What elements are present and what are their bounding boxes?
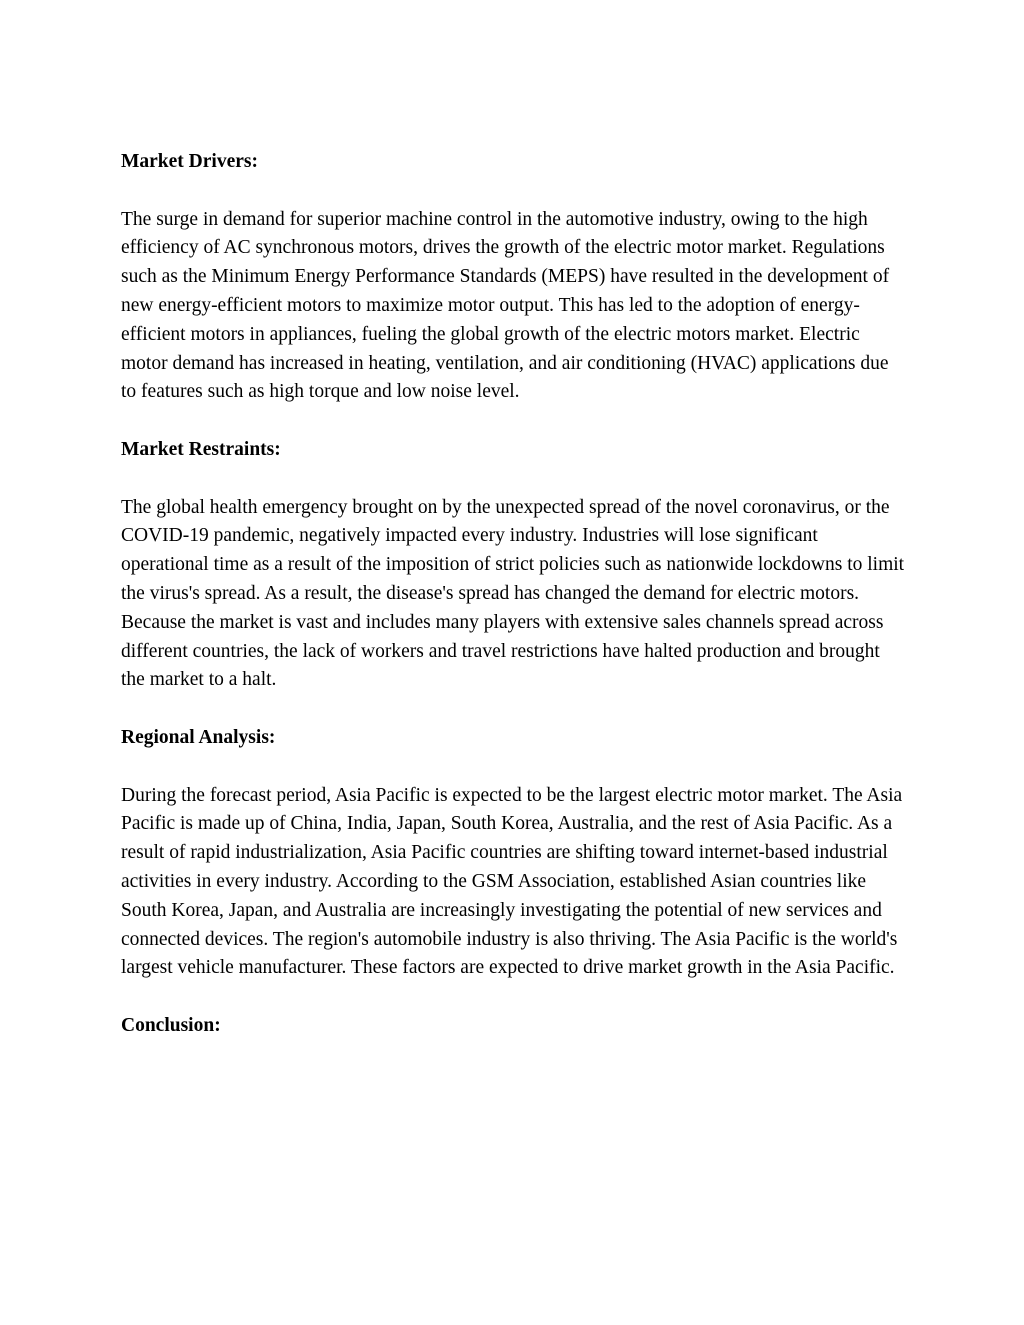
paragraph-spacer — [121, 695, 906, 724]
paragraph-regional-analysis: During the forecast period, Asia Pacific is expected to be the largest electric motor market. The Asia Pacific is made up of China, India, Japan, South Korea, Australia, and the rest of Asia Pacific. As a result of rapid industrialization, Asia Pacific countries are shifting toward internet-based industrial activities in every industry. According to the GSM Association, established Asian countries like South Korea, Japan, and Australia are increasingly investigating the potential of new services and connected devices. The region's automobile industry is also thriving. The Asia Pacific is the world's largest vehicle manufacturer. These factors are expected to drive market growth in the Asia Pacific. — [121, 784, 903, 979]
paragraph-spacer — [121, 177, 906, 206]
document-page — [121, 148, 906, 1041]
paragraph-spacer — [121, 407, 906, 436]
paragraph-spacer — [121, 465, 906, 494]
heading-regional-analysis: Regional Analysis: — [121, 726, 276, 748]
paragraph-spacer — [121, 753, 906, 782]
paragraph-spacer — [121, 983, 906, 1012]
paragraph-market-drivers: The surge in demand for superior machine control in the automotive industry, owing to the high efficiency of AC synchronous motors, drives the growth of the electric motor market. Regulations such as the Minimum Energy Performance Standards (MEPS) have resulted in the development of new energy-efficient motors to maximize motor output. This has led to the adoption of energy-efficient motors in appliances, fueling the global growth of the electric motors market. Electric motor demand has increased in heating, ventilation, and air conditioning (HVAC) applications due to features such as high torque and low noise level. — [121, 208, 890, 403]
heading-market-drivers: Market Drivers: — [121, 151, 258, 172]
heading-conclusion: Conclusion: — [121, 1014, 221, 1036]
heading-market-restraints: Market Restraints: — [121, 438, 281, 460]
paragraph-market-restraints: The global health emergency brought on by the unexpected spread of the novel coronavirus, or the COVID-19 pandemic, negatively impacted every industry. Industries will lose significant operational time as a result of the imposition of strict policies such as nationwide lockdowns to limit the virus's spread. As a result, the disease's spread has changed the demand for electric motors. Because the market is vast and includes many players with extensive sales channels spread across different countries, the lack of workers and travel restrictions have halted production and brought the market to a halt. — [121, 496, 905, 691]
